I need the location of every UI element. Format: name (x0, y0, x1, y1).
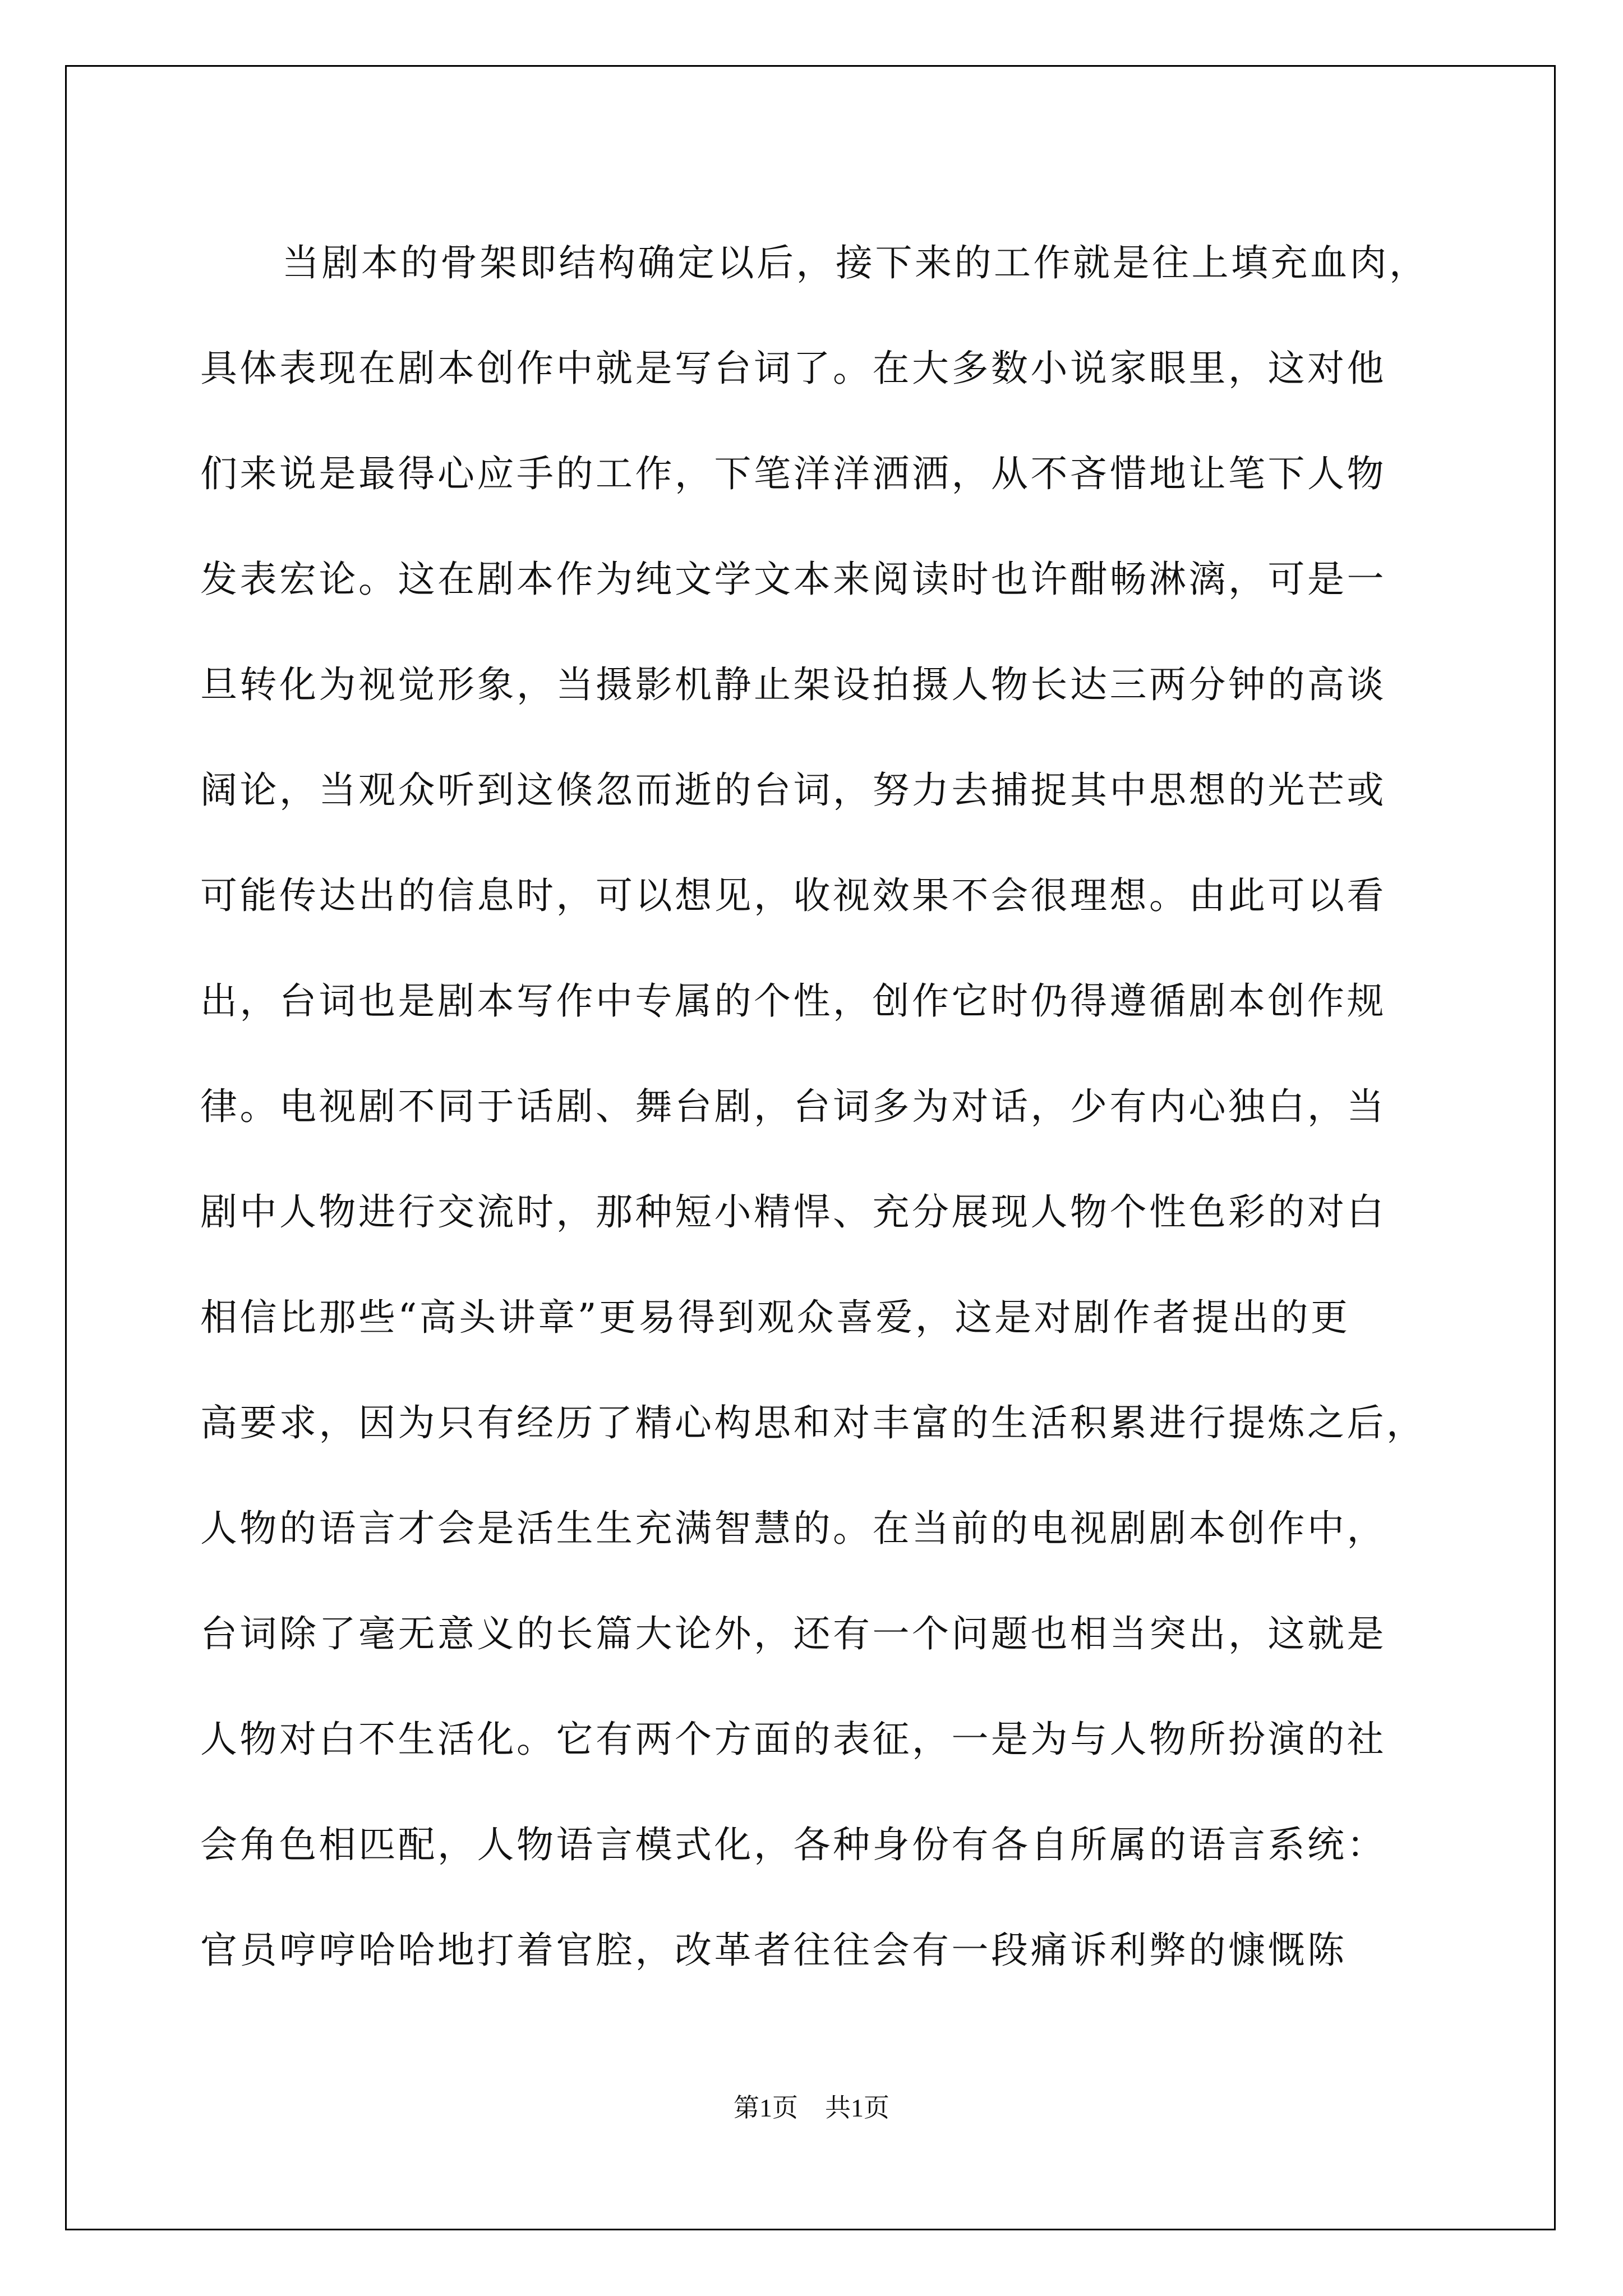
text-line: 台词除了毫无意义的长篇大论外，还有一个问题也相当突出，这就是 (200, 1612, 1386, 1655)
text-line: 可能传达出的信息时，可以想见，收视效果不会很理想。由此可以看 (200, 874, 1386, 917)
body-paragraph (200, 210, 1434, 2003)
text-line: 人物对白不生活化。它有两个方面的表征，一是为与人物所扮演的社 (200, 1718, 1386, 1761)
text-line: 律。电视剧不同于话剧、舞台剧，台词多为对话，少有内心独白，当 (200, 1085, 1386, 1128)
text-line: 高要求，因为只有经历了精心构思和对丰富的生活积累进行提炼之后， (200, 1401, 1426, 1444)
text-line: 人物的语言才会是活生生充满智慧的。在当前的电视剧剧本创作中， (200, 1507, 1386, 1550)
text-line: 们来说是最得心应手的工作，下笔洋洋洒洒，从不吝惜地让笔下人物 (200, 452, 1386, 495)
page-number-current: 第1页 (734, 2093, 798, 2122)
text-line: 阔论，当观众听到这倏忽而逝的台词，努力去捕捉其中思想的光芒或 (200, 769, 1386, 812)
page-number-total: 共1页 (825, 2093, 889, 2122)
text-line: 具体表现在剧本创作中就是写台词了。在大多数小说家眼里，这对他 (200, 347, 1386, 390)
text-line: 剧中人物进行交流时，那种短小精悍、充分展现人物个性色彩的对白 (200, 1190, 1386, 1234)
text-line: 出，台词也是剧本写作中专属的个性，创作它时仍得遵循剧本创作规 (200, 979, 1386, 1023)
text-line: 当剧本的骨架即结构确定以后，接下来的工作就是往上填充血肉， (282, 241, 1429, 284)
text-line: 旦转化为视觉形象，当摄影机静止架设拍摄人物长达三两分钟的高谈 (200, 663, 1386, 706)
text-line: 发表宏论。这在剧本作为纯文学文本来阅读时也许酣畅淋漓，可是一 (200, 558, 1386, 601)
page-footer (0, 2091, 1623, 2125)
text-line: 相信比那些“高头讲章”更易得到观众喜爱，这是对剧作者提出的更 (200, 1296, 1350, 1339)
text-line: 会角色相匹配，人物语言模式化，各种身份有各自所属的语言系统： (200, 1823, 1386, 1866)
text-line: 官员哼哼哈哈地打着官腔，改革者往往会有一段痛诉利弊的慷慨陈 (200, 1929, 1347, 1972)
